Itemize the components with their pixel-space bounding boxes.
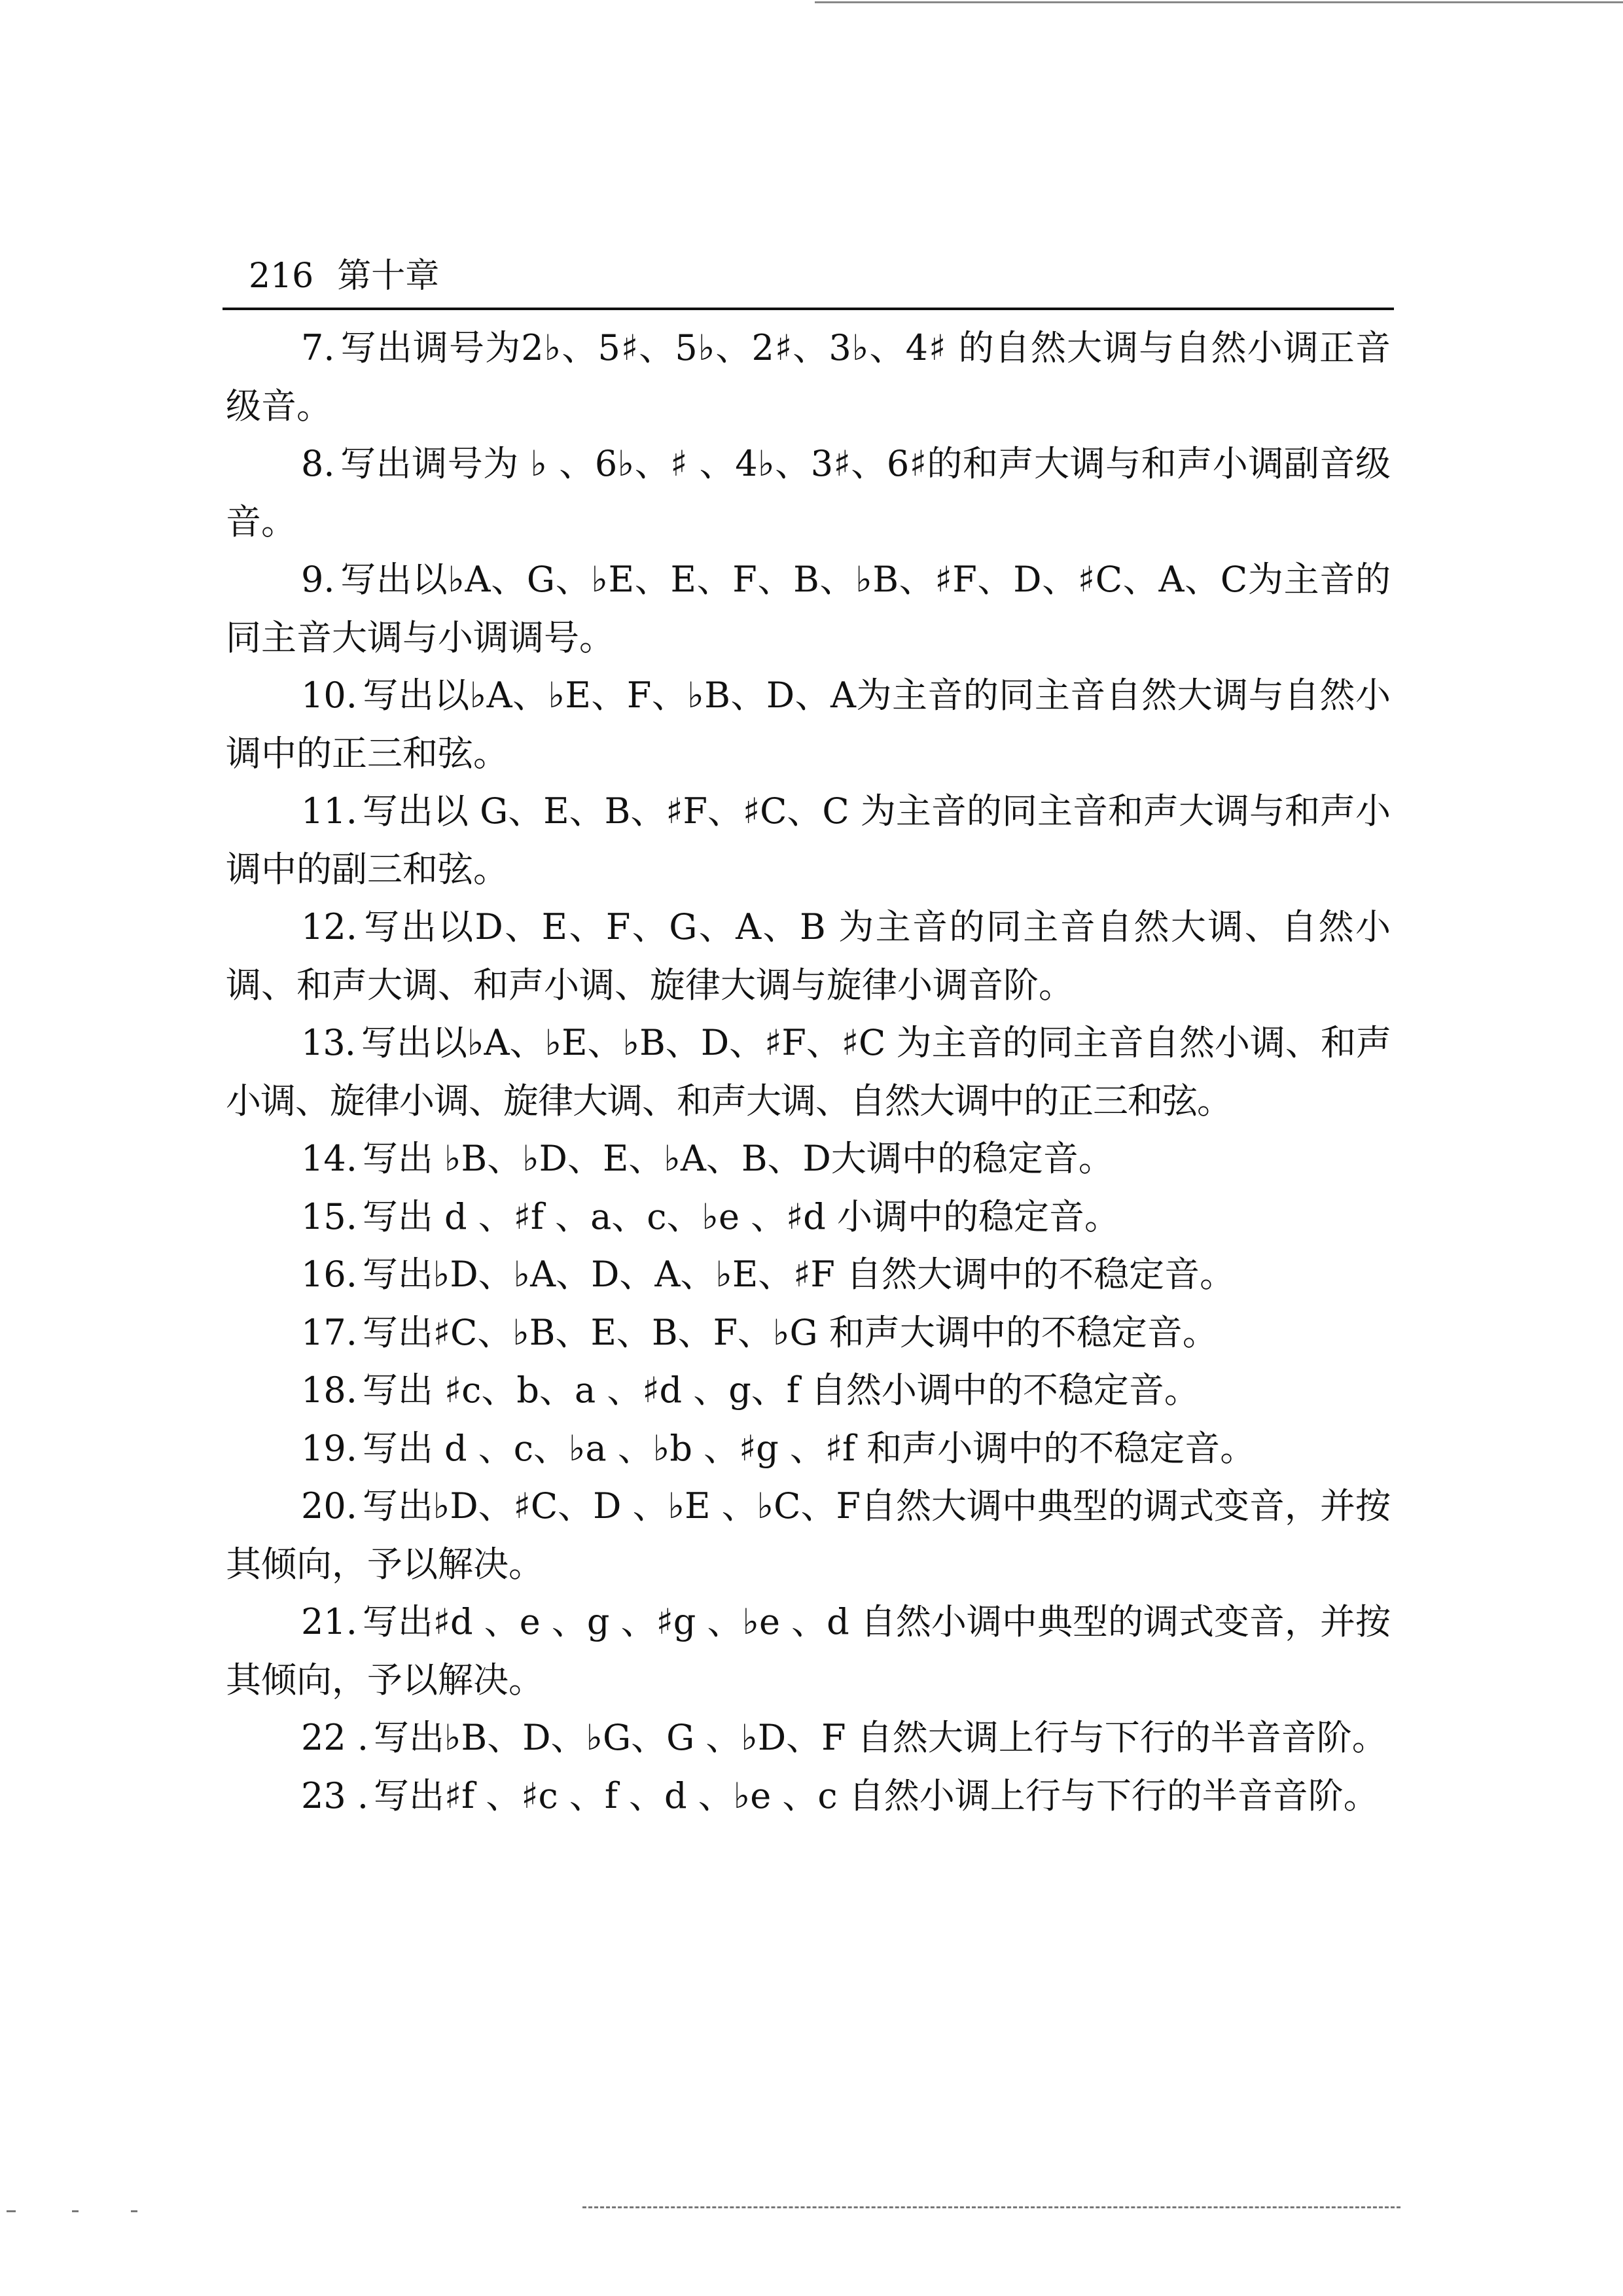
exercise-9	[226, 551, 1391, 667]
exercise-14	[226, 1130, 1391, 1188]
exercise-text: 写出以♭A、♭E、F、♭B、D、A为主音的同主音自然大调与自然小调中的正三和弦。	[226, 675, 1391, 774]
exercise-number: 15.	[301, 1195, 357, 1237]
exercise-number: 14.	[301, 1138, 357, 1179]
exercise-text: 写出以♭A、G、♭E、E、F、B、♭B、♯F、D、♯C、A、C为主音的同主音大调与小调调号。	[226, 559, 1391, 658]
scan-speck	[72, 2210, 79, 2212]
exercise-text: 写出调号为2♭、5♯、5♭、2♯、3♭、4♯ 的自然大调与自然小调正音级音。	[226, 327, 1391, 427]
exercise-number: 17.	[301, 1311, 357, 1353]
chapter-title: 第十章	[337, 256, 440, 296]
exercise-8	[226, 435, 1391, 551]
exercise-number: 10.	[301, 675, 357, 716]
exercise-number: 8.	[301, 443, 335, 484]
exercise-number: 13.	[301, 1022, 355, 1063]
exercise-text: 写出以 G、E、B、♯F、♯C、C 为主音的同主音和声大调与和声小调中的副三和弦。	[226, 790, 1391, 890]
exercise-number: 23 .	[301, 1775, 369, 1816]
exercise-text: 写出♯d 、e 、g 、♯g 、♭e 、d 自然小调中典型的调式变音，并按其倾向，予以解决。	[226, 1601, 1391, 1701]
exercise-20	[226, 1477, 1391, 1593]
scan-speck	[131, 2210, 137, 2212]
exercise-12	[226, 898, 1391, 1014]
exercise-18	[226, 1362, 1391, 1420]
exercise-15	[226, 1188, 1391, 1246]
exercise-number: 22 .	[301, 1717, 369, 1758]
exercise-text: 写出以♭A、♭E、♭B、D、♯F、♯C 为主音的同主音自然小调、和声小调、旋律小调、旋律大调、和声大调、自然大调中的正三和弦。	[226, 1022, 1391, 1122]
page-number: 216	[249, 256, 314, 296]
exercise-text: 写出 ♯c、b、a 、♯d 、g、f 自然小调中的不稳定音。	[362, 1369, 1200, 1411]
exercise-number: 7.	[301, 327, 335, 368]
exercise-16	[226, 1246, 1391, 1304]
exercise-19	[226, 1420, 1391, 1478]
exercise-number: 12.	[301, 906, 357, 947]
exercise-text: 写出♭D、♭A、D、A、♭E、♯F 自然大调中的不稳定音。	[362, 1254, 1236, 1295]
exercise-21	[226, 1593, 1391, 1709]
exercise-text: 写出调号为 ♭ 、6♭、♯ 、4♭、3♯、6♯的和声大调与和声小调副音级音。	[226, 443, 1391, 542]
exercise-text: 写出 d 、c、♭a 、♭b 、♯g 、♯f 和声小调中的不稳定音。	[362, 1427, 1256, 1469]
exercise-number: 20.	[301, 1485, 357, 1527]
exercise-10	[226, 667, 1391, 783]
exercise-text: 写出 d 、♯f 、a、c、♭e 、♯d 小调中的稳定音。	[362, 1195, 1120, 1237]
exercise-number: 9.	[301, 559, 335, 600]
exercise-11	[226, 783, 1391, 898]
running-header	[249, 256, 439, 296]
exercise-13	[226, 1014, 1391, 1130]
exercise-list	[226, 319, 1391, 1825]
exercise-number: 19.	[301, 1427, 357, 1469]
exercise-7	[226, 319, 1391, 435]
scan-speck	[7, 2210, 16, 2212]
exercise-text: 写出♯C、♭B、E、B、F、♭G 和声大调中的不稳定音。	[362, 1311, 1218, 1353]
bottom-scan-rule	[582, 2206, 1400, 2208]
header-rule	[223, 308, 1394, 310]
top-scan-rule	[815, 1, 1623, 3]
exercise-number: 11.	[301, 790, 357, 832]
exercise-text: 写出♯f 、♯c 、f 、d 、♭e 、c 自然小调上行与下行的半音音阶。	[374, 1775, 1379, 1816]
exercise-number: 18.	[301, 1369, 357, 1411]
exercise-number: 21.	[301, 1601, 357, 1642]
exercise-22	[226, 1709, 1391, 1767]
exercise-17	[226, 1304, 1391, 1362]
exercise-text: 写出以D、E、F、G、A、B 为主音的同主音自然大调、自然小调、和声大调、和声小调、旋律大调与旋律小调音阶。	[226, 906, 1391, 1006]
exercise-23	[226, 1767, 1391, 1826]
exercise-text: 写出♭B、D、♭G、G 、♭D、F 自然大调上行与下行的半音音阶。	[374, 1717, 1387, 1758]
exercise-text: 写出 ♭B、♭D、E、♭A、B、D大调中的稳定音。	[362, 1138, 1114, 1179]
exercise-number: 16.	[301, 1254, 357, 1295]
exercise-text: 写出♭D、♯C、D 、♭E 、♭C、F自然大调中典型的调式变音，并按其倾向，予以解决。	[226, 1485, 1391, 1585]
